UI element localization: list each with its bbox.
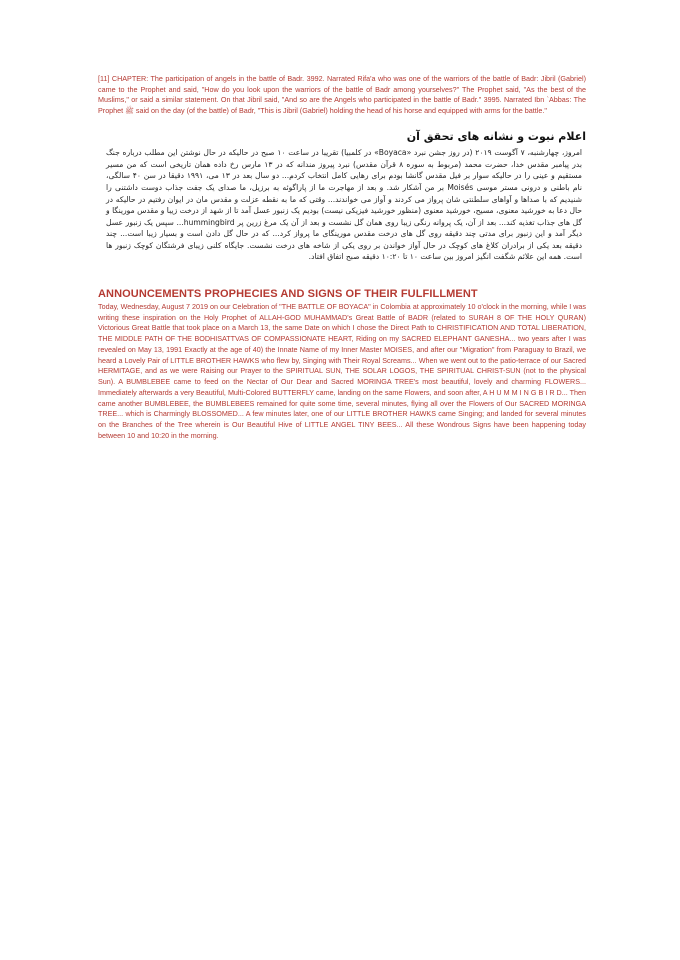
hadith-paragraph: [11] CHAPTER: The participation of angels in the battle of Badr. 3992. Narrated Rifa'a who was one of the warriors of the battle of Badr: Jibril (Gabriel) came to the Prophet and said, "How do you look upon the warriors of the battle of Badr among yourselves?" The Prophet said, "As the best of the Muslims," or said a similar statement. On that Jibril said, "And so are the Angels who participated in the battle of Badr." 3995. Narrated Ibn `Abbas: The Prophet ﷺ said on the day (of the battle) of Badr, "This is Jibril (Gabriel) holding the head of his horse and equipped with arms for the battle." (98, 74, 586, 115)
english-heading: ANNOUNCEMENTS PROPHECIES AND SIGNS OF THEIR FULFILLMENT (98, 287, 478, 300)
english-section (98, 287, 586, 442)
farsi-section (98, 130, 586, 262)
farsi-heading: اعلام نبوت و نشانه های تحقق آن (406, 130, 586, 144)
english-paragraph: Today, Wednesday, August 7 2019 on our Celebration of "THE BATTLE OF BOYACA" in Colombia at approximately 10 o'clock in the morning, while I was writing these inspiration on the Holy Prophet of ALLAH-GOD MUHAMMAD's Great Battle of BADR (related to SURAH 8 OF THE HOLY QURAN) Victorious Great Battle that took place on a March 13, the same Date on which I chose the Direct Path to CHRISTIFICATION AND TOTAL LIBERATION, THE MIDDLE PATH OF THE BODHISATTVAS OF COMPASSIONATE HEART, Riding on my SACRED ELEPHANT GANESHA... two years after I was revealed on May 13, 1991 Exactly at the age of 40) the Innate Name of my Inner Master MOISES, and after our "Migration" from Paraguay to Brazil, we heard a Lovely Pair of LITTLE BROTHER HAWKS who flew by, Singing with Their Royal Screams... When we went out to the patio-terrace of our Sacred HERMITAGE, and as we were Raising our Prayer to the SPIRITUAL SUN, THE SOLAR LOGOS, THE SPIRITUAL CHRIST-SUN (not to the physical Sun). A BUMBLEBEE came to feed on the Nectar of Our Dear and Sacred MORINGA TREE's most beautiful, lovely and charming FLOWERS... Immediately afterwards a very Beautiful, Multi-Colored BUTTERFLY came, landing on the same Flowers, and soon after, A H U M M I N G B I R D... Then came another BUMBLEBEE, the BUMBLEBEES remained for quite some time, several minutes, flying all over the Flowers of Our SACRED MORINGA TREE... which is Charmingly BLOSSOMED... A few minutes later, one of our LITTLE BROTHER HAWKS came Singing; and landed for several minutes on the Branches of the Tree wherein is Our Beautiful Hive of LITTLE ANGEL TINY BEES... All these Wondrous Signs have been happening today between 10 and 10:20 in the morning. (98, 301, 586, 440)
farsi-paragraph: امروز، چهارشنبه، ۷ آگوست ۲۰۱۹ (در روز جشن نبرد «Boyaca» در کلمبیا) تقریبا در ساعت ۱۰ صبح در حالیکه در حال نوشتن این مطلب درباره جنگ بدر پیامبر مقدس خدا، حضرت محمد (مربوط به سوره ۸ قرآن مقدس) نبرد پیروز مندانه که در ۱۳ مارس رخ داده همان تاریخی است که من مسیر مستقیم و عینی را در حالیکه سوار بر فیل مقدس گانشا بودم برای رهایی کامل انتخاب کردم... دو سال بعد در ۱۳ می، ۱۹۹۱ دقیقا در سن ۴۰ سالگی، نام باطنی و درونی مستر موسی Moisés بر من آشکار شد. و بعد از مهاجرت ما از پاراگوئه به برزیل، ما صدای یک جفت جذاب دوست داشتنی را شنیدیم که با صداها و آواهای سلطنتی شان پرواز می کردند و آواز می خواندند... وقتی که ما به نقطه عزلت و مقدس مان در ایوان رفتیم در حالیکه در حال دعا به خورشید معنوی، مسیح، خورشید معنوی (منظور خورشید فیزیکی نیست) بودیم یک زنبور عسل آمد تا از شهد از درخت زیبا و مقدس مورینگا و گل های جذاب تغذیه کند... بعد از آن، یک پروانه رنگی زیبا روی همان گل نشست و بعد از آن یک مرغ زرین پر hummingbird... سپس یک زنبور عسل دیگر آمد و این زنبور برای مدتی چند دقیقه روی گل های درخت مقدس مورینگای ما پرواز کرد... که در حال گل دادن است و بسیار زیبا است... چند دقیقه بعد یکی از برادران کلاغ های کوچک در حال آواز خواندن بر روی یکی از شاخه های درخت نشست. جایگاه کلنی زیبای فرشتگان کوچک زنبور ها است. همه این علائم شگفت انگیز امروز بین ساعت ۱۰ تا ۱۰:۲۰ دقیقه صبح اتفاق افتاد. (106, 148, 582, 262)
